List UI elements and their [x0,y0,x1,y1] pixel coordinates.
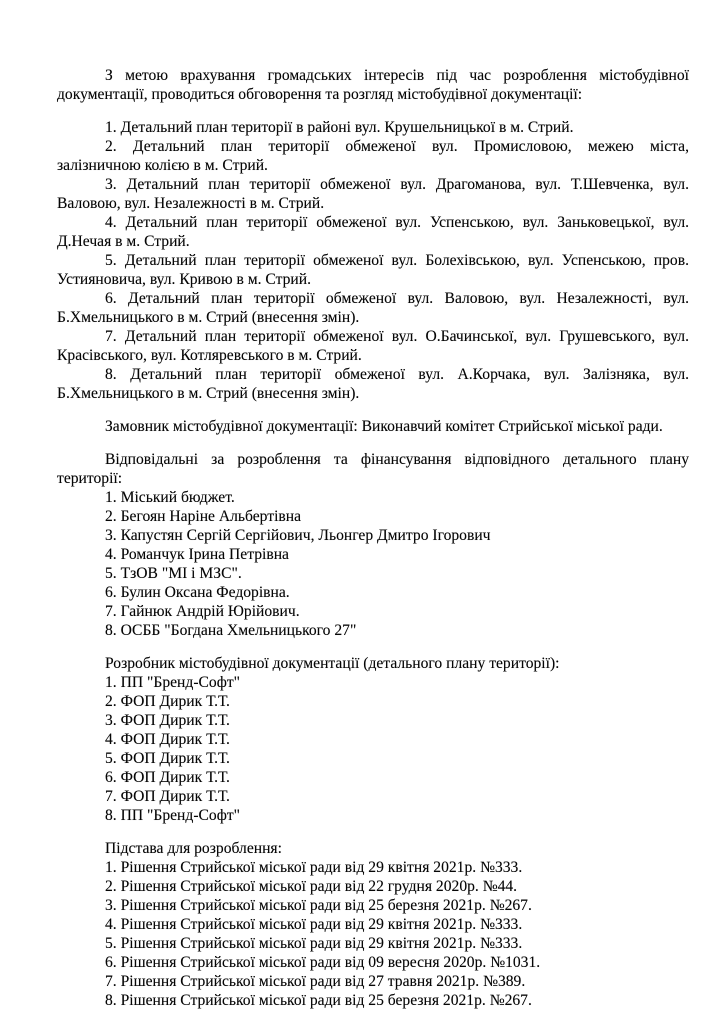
responsible-item: 7. Гайнюк Андрій Юрійович. [105,603,300,620]
customer-paragraph [57,417,689,436]
plan-item-line: 4. Детальний план території обмеженої вул. Успенською, вул. Заньковецької, вул. [105,214,689,231]
plan-item-line: 2. Детальний план території обмеженої вул. Промисловою, межею міста, [105,138,689,155]
plan-item-line: 8. Детальний план території обмеженої вул. А.Корчака, вул. Залізняка, вул. [105,366,689,383]
basis-item: 7. Рішення Стрийської міської ради від 27 травня 2021р. №389. [105,973,526,990]
responsible-item: 6. Булин Оксана Федорівна. [105,584,290,601]
basis-item: 5. Рішення Стрийської міської ради від 29 квітня 2021р. №333. [105,935,523,952]
responsible-heading: Відповідальні за розроблення та фінансування відповідного детального плану [105,451,689,468]
basis-item: 8. Рішення Стрийської міської ради від 25 березня 2021р. №267. [105,992,532,1009]
responsible-item: 3. Капустян Сергій Сергійович, Льонгер Дмитро Ігорович [105,527,491,544]
developer-item: 7. ФОП Дирик Т.Т. [105,788,230,805]
basis-item: 2. Рішення Стрийської міської ради від 22 грудня 2020р. №44. [105,878,518,895]
developer-item: 1. ПП "Бренд-Софт" [105,674,241,691]
intro-paragraph [57,66,689,104]
basis-item: 6. Рішення Стрийської міської ради від 09 вересня 2020р. №1031. [105,954,541,971]
developer-item: 4. ФОП Дирик Т.Т. [105,731,230,748]
plan-item-5 [57,251,689,289]
customer-line: Замовник містобудівної документації: Виконавчий комітет Стрийської міської ради. [105,418,663,435]
plan-item-line: Красівського, вул. Котляревського в м. Стрий. [57,347,362,364]
developer-item: 6. ФОП Дирик Т.Т. [105,769,230,786]
plan-item-line: залізничною колією в м. Стрий. [57,157,268,174]
plan-item-line: 7. Детальний план території обмеженої вул. О.Бачинської, вул. Грушевського, вул. [105,328,689,345]
developer-item: 2. ФОП Дирик Т.Т. [105,693,230,710]
basis-item: 3. Рішення Стрийської міської ради від 25 березня 2021р. №267. [105,897,532,914]
plan-item-7 [57,327,689,365]
responsible-item: 8. ОСББ "Богдана Хмельницького 27" [105,622,357,639]
developer-heading: Розробник містобудівної документації (детального плану території): [105,655,560,672]
plan-item-line: 3. Детальний план території обмеженої вул. Драгоманова, вул. Т.Шевченка, вул. [105,176,689,193]
basis-item: 4. Рішення Стрийської міської ради від 29 квітня 2021р. №333. [105,916,523,933]
plan-item-line: Б.Хмельницького в м. Стрий (внесення змін). [57,309,360,326]
responsible-item: 4. Романчук Ірина Петрівна [105,546,289,563]
plan-item-1 [57,118,689,137]
basis-heading: Підстава для розроблення: [105,840,282,857]
intro-line: З метою врахування громадських інтересів під час розроблення містобудівної [105,67,689,84]
plan-item-line: 6. Детальний план території обмеженої вул. Валовою, вул. Незалежності, вул. [105,290,689,307]
intro-line: документації, проводиться обговорення та розгляд містобудівної документації: [57,86,583,103]
developer-item: 5. ФОП Дирик Т.Т. [105,750,230,767]
plans-list [57,118,689,403]
plan-item-4 [57,213,689,251]
developer-item: 8. ПП "Бренд-Софт" [105,807,241,824]
plan-item-line: 1. Детальний план території в районі вул. Крушельницької в м. Стрий. [105,119,574,136]
developer-item: 3. ФОП Дирик Т.Т. [105,712,230,729]
plan-item-8 [57,365,689,403]
plan-item-line: Д.Нечая в м. Стрий. [57,233,190,250]
plan-item-line: Б.Хмельницького в м. Стрий (внесення змін). [57,385,360,402]
basis-item: 1. Рішення Стрийської міської ради від 29 квітня 2021р. №333. [105,859,523,876]
plan-item-line: 5. Детальний план території обмеженої вул. Болехівською, вул. Успенською, пров. [105,252,689,269]
responsible-item: 2. Бегоян Наріне Альбертівна [105,508,302,525]
responsible-item: 1. Міський бюджет. [105,489,235,506]
plan-item-2 [57,137,689,175]
plan-item-line: Устияновича, вул. Кривою в м. Стрий. [57,271,312,288]
responsible-heading: території: [57,470,123,487]
basis-section [57,839,689,1010]
responsible-section [57,450,689,640]
plan-item-6 [57,289,689,327]
plan-item-3 [57,175,689,213]
responsible-item: 5. ТзОВ "МІ і МЗС". [105,565,242,582]
developer-section [57,654,689,825]
plan-item-line: Валовою, вул. Незалежності в м. Стрий. [57,195,325,212]
